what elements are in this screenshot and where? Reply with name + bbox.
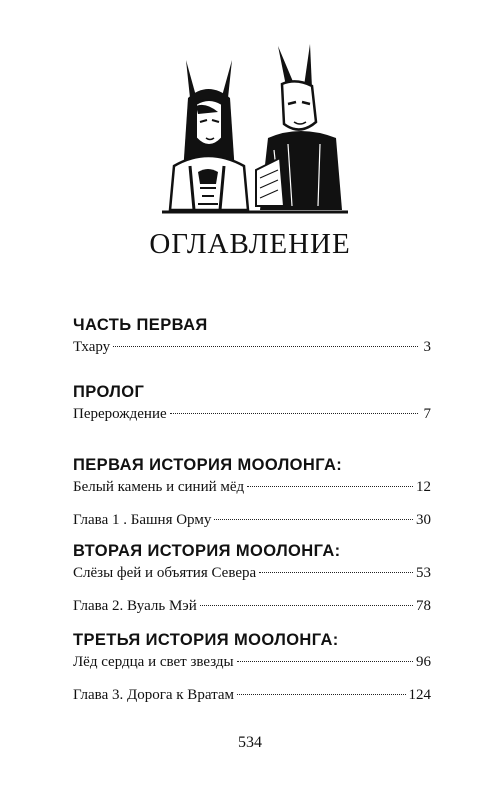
entry-label: Слёзы фей и объятия Севера [73, 565, 257, 581]
entry-page: 12 [416, 479, 431, 495]
entry-label: Перерождение [73, 406, 167, 422]
entry-page: 96 [416, 654, 431, 670]
toc-entry [73, 336, 431, 358]
entry-label: Белый камень и синий мёд [73, 479, 245, 495]
section-title: ЧАСТЬ ПЕРВАЯ [73, 316, 208, 334]
section-title: ПЕРВАЯ ИСТОРИЯ МООЛОНГА: [73, 456, 343, 474]
horned-woman-figure [170, 60, 248, 210]
entry-page: 53 [416, 565, 431, 581]
page-number: 534 [238, 734, 262, 751]
toc-entry [73, 403, 431, 425]
character-illustration [160, 38, 350, 218]
dot-leader [237, 694, 406, 695]
entry-label: Глава 2. Вуаль Мэй [73, 598, 197, 614]
toc-entry [73, 684, 431, 706]
toc-section [73, 314, 431, 358]
entry-label: Глава 1 . Башня Орму [73, 512, 212, 528]
section-title: ПРОЛОГ [73, 383, 145, 401]
toc-section [73, 454, 431, 531]
toc-entry [73, 476, 431, 498]
table-of-contents-heading: ОГЛАВЛЕНИЕ [149, 228, 351, 260]
entry-page: 7 [423, 406, 431, 422]
toc-entry [73, 595, 431, 617]
section-title: ВТОРАЯ ИСТОРИЯ МООЛОНГА: [73, 542, 341, 560]
entry-label: Глава 3. Дорога к Вратам [73, 687, 234, 703]
entry-label: Тхару [73, 339, 111, 355]
dot-leader [259, 572, 413, 573]
dot-leader [113, 346, 418, 347]
toc-section [73, 629, 431, 706]
dot-leader [214, 519, 413, 520]
dot-leader [200, 605, 413, 606]
dot-leader [247, 486, 413, 487]
entry-page: 3 [423, 339, 431, 355]
entry-page: 30 [416, 512, 431, 528]
toc-entry [73, 651, 431, 673]
toc-entry [73, 509, 431, 531]
section-title: ТРЕТЬЯ ИСТОРИЯ МООЛОНГА: [73, 631, 339, 649]
toc-entry [73, 562, 431, 584]
tall-horned-figure [256, 44, 342, 210]
dot-leader [170, 413, 418, 414]
dot-leader [237, 661, 413, 662]
toc-section [73, 381, 431, 425]
toc-section [73, 540, 431, 617]
entry-page: 124 [408, 687, 431, 703]
entry-label: Лёд сердца и свет звезды [73, 654, 234, 670]
entry-page: 78 [416, 598, 431, 614]
